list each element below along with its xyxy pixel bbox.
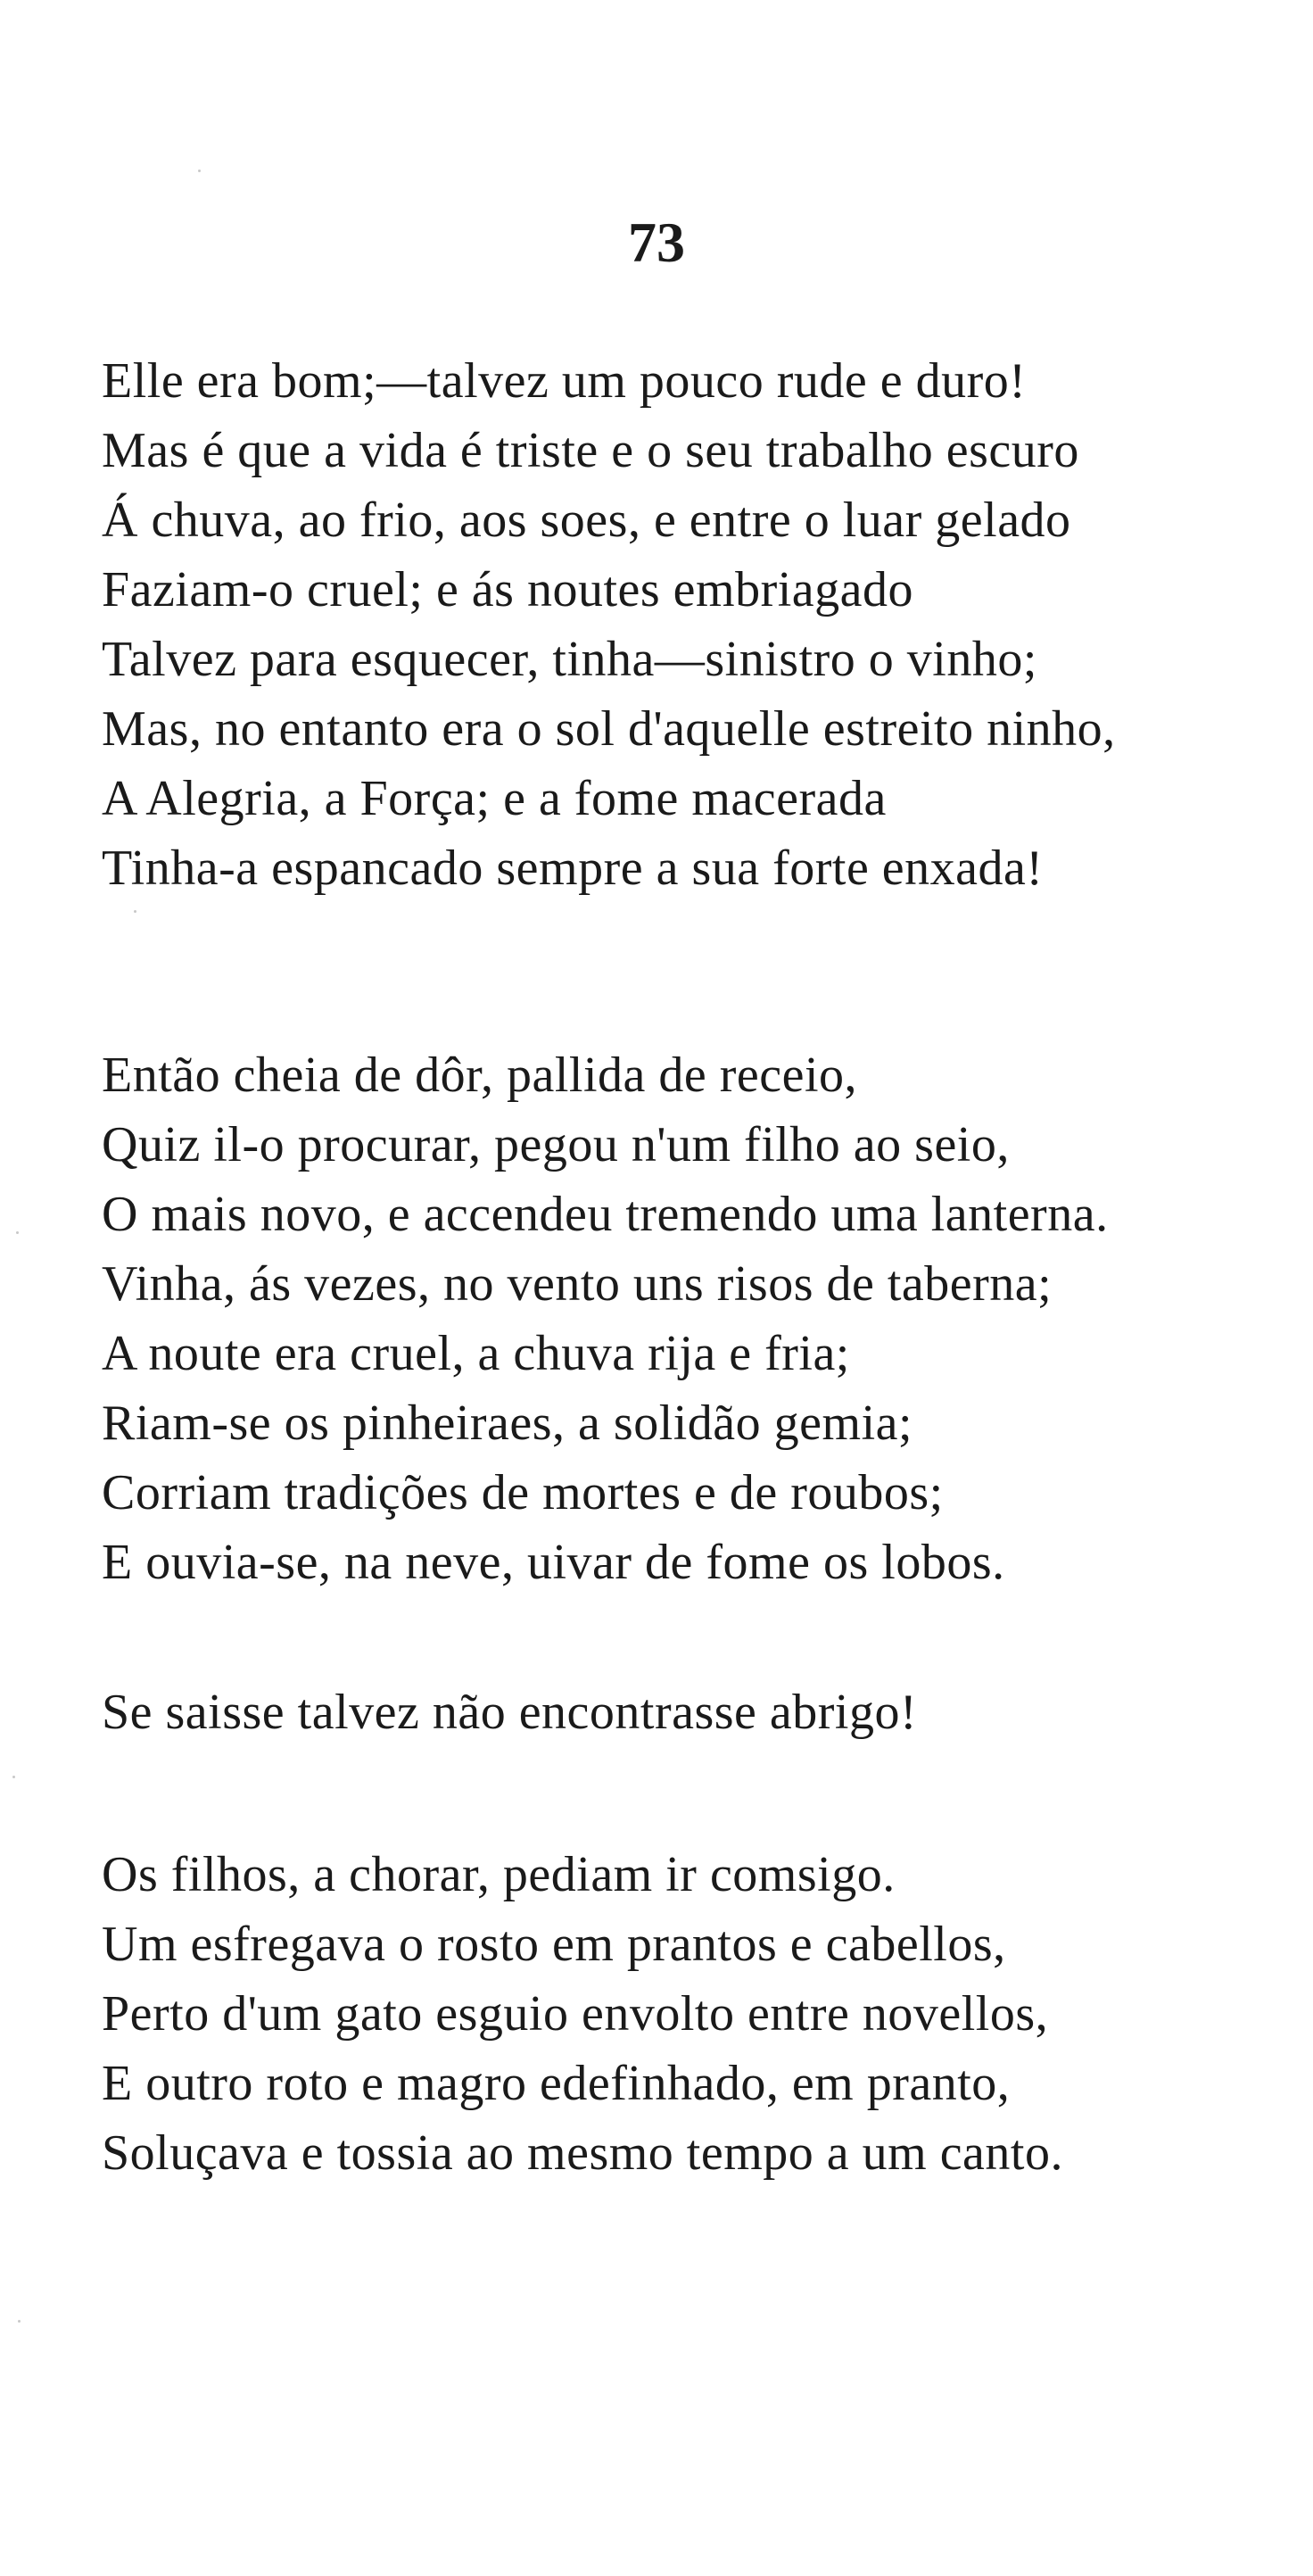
paper-speck — [134, 910, 136, 913]
poem-line: Um esfregava o rosto em prantos e cabellos, — [102, 1917, 1006, 1972]
poem-line: Quiz il-o procurar, pegou n'um filho ao seio, — [102, 1117, 1010, 1172]
poem-line: Perto d'um gato esguio envolto entre novellos, — [102, 1986, 1049, 2042]
poem-line: O mais novo, e accendeu tremendo uma lanterna. — [102, 1187, 1109, 1242]
stanza-1 — [102, 346, 1261, 903]
poem-line: E outro roto e magro edefinhado, em pranto, — [102, 2056, 1011, 2111]
stanza-2 — [102, 1040, 1261, 1597]
poem-line: A noute era cruel, a chuva rija e fria; — [102, 1326, 850, 1381]
paper-speck — [18, 2320, 21, 2323]
poem-line: Faziam-o cruel; e ás noutes embriagado — [102, 562, 913, 617]
poem-line: Então cheia de dôr, pallida de receio, — [102, 1048, 858, 1103]
paper-speck — [12, 1776, 15, 1778]
poem-line: Mas, no entanto era o sol d'aquelle estreito ninho, — [102, 701, 1116, 757]
poem-line: Á chuva, ao frio, aos soes, e entre o luar gelado — [102, 493, 1071, 548]
poem-line: Se saisse talvez não encontrasse abrigo! — [102, 1685, 918, 1740]
poem-line: Elle era bom;—talvez um pouco rude e duro! — [102, 353, 1027, 409]
poem-line: Soluçava e tossia ao mesmo tempo a um canto. — [102, 2125, 1063, 2181]
poem-line: Os filhos, a chorar, pediam ir comsigo. — [102, 1847, 896, 1902]
poem-line: A Alegria, a Força; e a fome macerada — [102, 771, 887, 826]
poem-line: Vinha, ás vezes, no vento uns risos de taberna; — [102, 1256, 1053, 1312]
poem-line: Talvez para esquecer, tinha—sinistro o vinho; — [102, 632, 1037, 687]
stanza-3 — [102, 1677, 1261, 1747]
poem-line: Corriam tradições de mortes e de roubos; — [102, 1465, 944, 1520]
poem-line: Tinha-a espancado sempre a sua forte enxada! — [102, 841, 1044, 896]
paper-speck — [16, 1231, 19, 1234]
paper-speck — [198, 170, 201, 172]
poem-line: Mas é que a vida é triste e o seu trabalho escuro — [102, 423, 1079, 478]
stanza-4 — [102, 1840, 1261, 2188]
poem-line: Riam-se os pinheiraes, a solidão gemia; — [102, 1396, 913, 1451]
page-number: 73 — [628, 211, 685, 274]
poem-line: E ouvia-se, na neve, uivar de fome os lobos. — [102, 1535, 1005, 1590]
